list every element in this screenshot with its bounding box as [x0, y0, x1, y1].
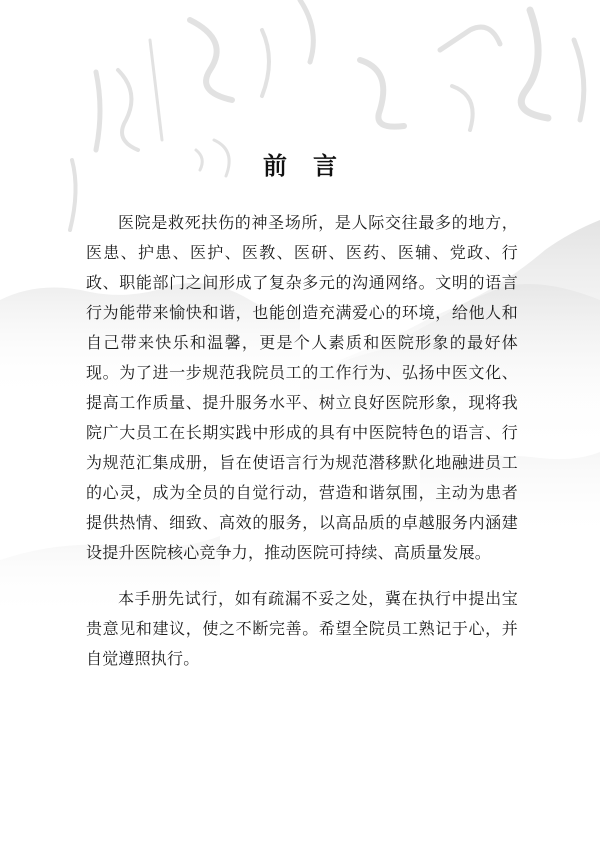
calligraphy-strokes: [70, 0, 584, 230]
paragraph-1: 医院是救死扶伤的神圣场所，是人际交往最多的地方，医患、护患、医护、医教、医研、医药、医辅、党政、行政、职能部门之间形成了复杂多元的沟通网络。文明的语言行为能带来愉快和谐，也能创造充满爱心的环境，给他人和自己带来快乐和温馨，更是个人素质和医院形象的最好体现。为了进一步规范我院员工的工作行为、弘扬中医文化、提高工作质量、提升服务水平、树立良好医院形象，现将我院广大员工在长期实践中形成的具有中医院特色的语言、行为规范汇集成册，旨在使语言行为规范潜移默化地融进员工的心灵，成为全员的自觉行动，营造和谐氛围，主动为患者提供热情、细致、高效的服务，以高品质的卓越服务内涵建设提升医院核心竞争力，推动医院可持续、高质量发展。: [86, 213, 518, 562]
preface-body: [86, 208, 518, 674]
paragraph-2: 本手册先试行，如有疏漏不妥之处，冀在执行中提出宝贵意见和建议，使之不断完善。希望全院员工熟记于心，并自觉遵照执行。: [86, 589, 518, 668]
page-title: 前言: [263, 151, 363, 180]
